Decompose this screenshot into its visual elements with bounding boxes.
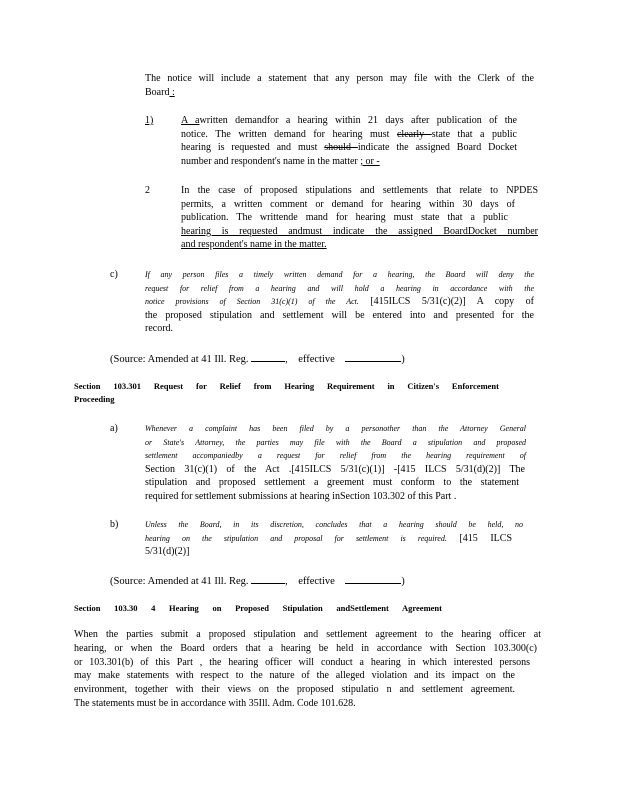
item-1-line-4-a: number and respondent's name in the matter [181,155,361,167]
item-1-line-1-text: written demandfor a hearing within 21 days after publication of the [199,115,517,126]
source-1-effective: effective [298,354,335,365]
item-2-line-4: hearing is requested andmust indicate the assigned BoardDocket number [181,225,538,237]
item-1-line-3-a: hearing is requested and must [181,142,325,154]
item-1-deleted-clearly: clearly [396,128,432,140]
item-c-line-3-italic: notice provisions of Section 31(c)(1) of the Act. [145,297,359,307]
source-1-comma: , [285,354,288,365]
intro-board-word: Board [145,86,170,98]
item-1-line-2-a: notice. The written demand for hearing must [181,128,397,140]
item-b-line-2-italic: hearing on the stipulation and proposal for settlement is required. [145,533,447,543]
item-c-marker: c) [110,269,118,280]
section-103-304-line-1: Section 103.30 4 Hearing on Proposed Stipulation andSettlement Agreement [74,603,442,613]
source-1-reg-blank [251,351,285,362]
item-a-line-2: or State's Attorney, the parties may file with the Board a stipulation and proposed [145,437,526,447]
section-103-301-line-1: Section 103.301 Request for Relief from Hearing Requirement in Citizen's Enforcement [74,381,499,391]
item-1-line-1 [181,114,517,128]
source-1-label: (Source: Amended at 41 Ill. Reg. [110,354,249,365]
item-b-line-2-citation: [415 ILCS [446,532,513,544]
hearing-line-5: environment, together with their views on the proposed stipulatio n and settlement agreement. [74,684,515,696]
hearing-paragraph [74,628,541,711]
intro-inserted-colon: : [169,86,175,98]
intro-line-2 [145,86,534,100]
section-103-301-heading [74,380,499,406]
intro-line-1: The notice will include a statement that any person may file with the Clerk of the [145,73,534,84]
item-1-inserted-a: A a [181,115,200,126]
item-a-text [145,422,526,504]
item-1-line-4 [181,155,517,169]
source-2-effective: effective [298,576,335,587]
item-b-line-2 [145,532,512,546]
item-1-inserted-or: ; or - [360,155,380,167]
item-2-marker: 2 [145,185,150,196]
item-c-line-5: record. [145,323,174,335]
item-a-line-6: required for settlement submissions at hearing inSection 103.302 of this Part . [145,490,457,502]
item-1-marker: 1) [145,115,154,126]
item-a-line-1: Whenever a complaint has been filed by a personother than the Attorney General [145,424,526,433]
source-note-1 [110,351,405,367]
item-1-text [181,114,517,168]
item-1-line-2 [181,128,517,142]
item-a-line-5: stipulation and proposed settlement a greement must conform to the statement [145,477,519,489]
hearing-line-3: or 103.301(b) of this Part , the hearing officer will conduct a hearing in which interested persons [74,656,530,668]
item-b-line-3: 5/31(d)(2)] [145,546,190,558]
item-2-line-1: In the case of proposed stipulations and settlements that relate to NPDES [181,185,538,196]
source-1-close: ) [401,354,405,365]
intro-paragraph [145,72,534,99]
item-c-line-3 [145,295,534,309]
item-2-line-2: permits, a written comment or demand for hearing within 30 days of [181,198,515,210]
source-1-date-blank [345,351,401,362]
item-2-text [181,184,538,252]
item-b-text [145,518,523,559]
item-1-line-3-c: indicate the assigned Board Docket [357,142,518,154]
hearing-line-6: The statements must be in accordance with 35Ill. Adm. Code 101.628. [74,697,356,709]
hearing-line-4: may make statements with respect to the nature of the alleged violation and its impact on the [74,670,515,682]
item-c-line-3-citation: [415ILCS 5/31(c)(2)] A copy of [358,296,534,308]
item-c-line-1: If any person files a timely written demand for a hearing, the Board will deny the [145,270,534,279]
item-b-marker: b) [110,519,119,530]
source-2-date-blank [345,573,401,584]
item-a-marker: a) [110,423,118,434]
item-c-line-2: request for relief from a hearing and will hold a hearing in accordance with the [145,283,534,293]
hearing-line-1: When the parties submit a proposed stipulation and settlement agreement to the hearing officer at [74,629,541,640]
item-1-deleted-should: should [324,142,358,154]
section-103-304-heading [74,602,442,615]
item-c-line-4: the proposed stipulation and settlement will be entered into and presented for the [145,309,534,321]
source-2-close: ) [401,576,405,587]
item-1-line-3 [181,141,517,155]
source-2-comma: , [285,576,288,587]
item-2-line-3: publication. The writtende mand for hearing must state that a public [181,212,508,224]
item-2-line-5: and respondent's name in the matter. [181,239,327,251]
source-2-reg-blank [251,573,285,584]
section-103-301-line-2: Proceeding [74,394,115,404]
item-1-line-2-c: state that a public [431,128,517,140]
item-c-text [145,268,534,336]
item-a-line-3: settlement accompaniedby a request for relief from the hearing requirement of [145,451,526,461]
hearing-line-2: hearing, or when the Board orders that a hearing be held in accordance with Section 103.300(c) [74,642,537,654]
item-b-line-1: Unless the Board, in its discretion, concludes that a hearing should be held, no [145,520,523,529]
source-note-2 [110,573,405,589]
item-a-line-4: Section 31(c)(1) of the Act .[415ILCS 5/31(c)(1)] -[415 ILCS 5/31(d)(2)] The [145,463,525,475]
source-2-label: (Source: Amended at 41 Ill. Reg. [110,576,249,587]
